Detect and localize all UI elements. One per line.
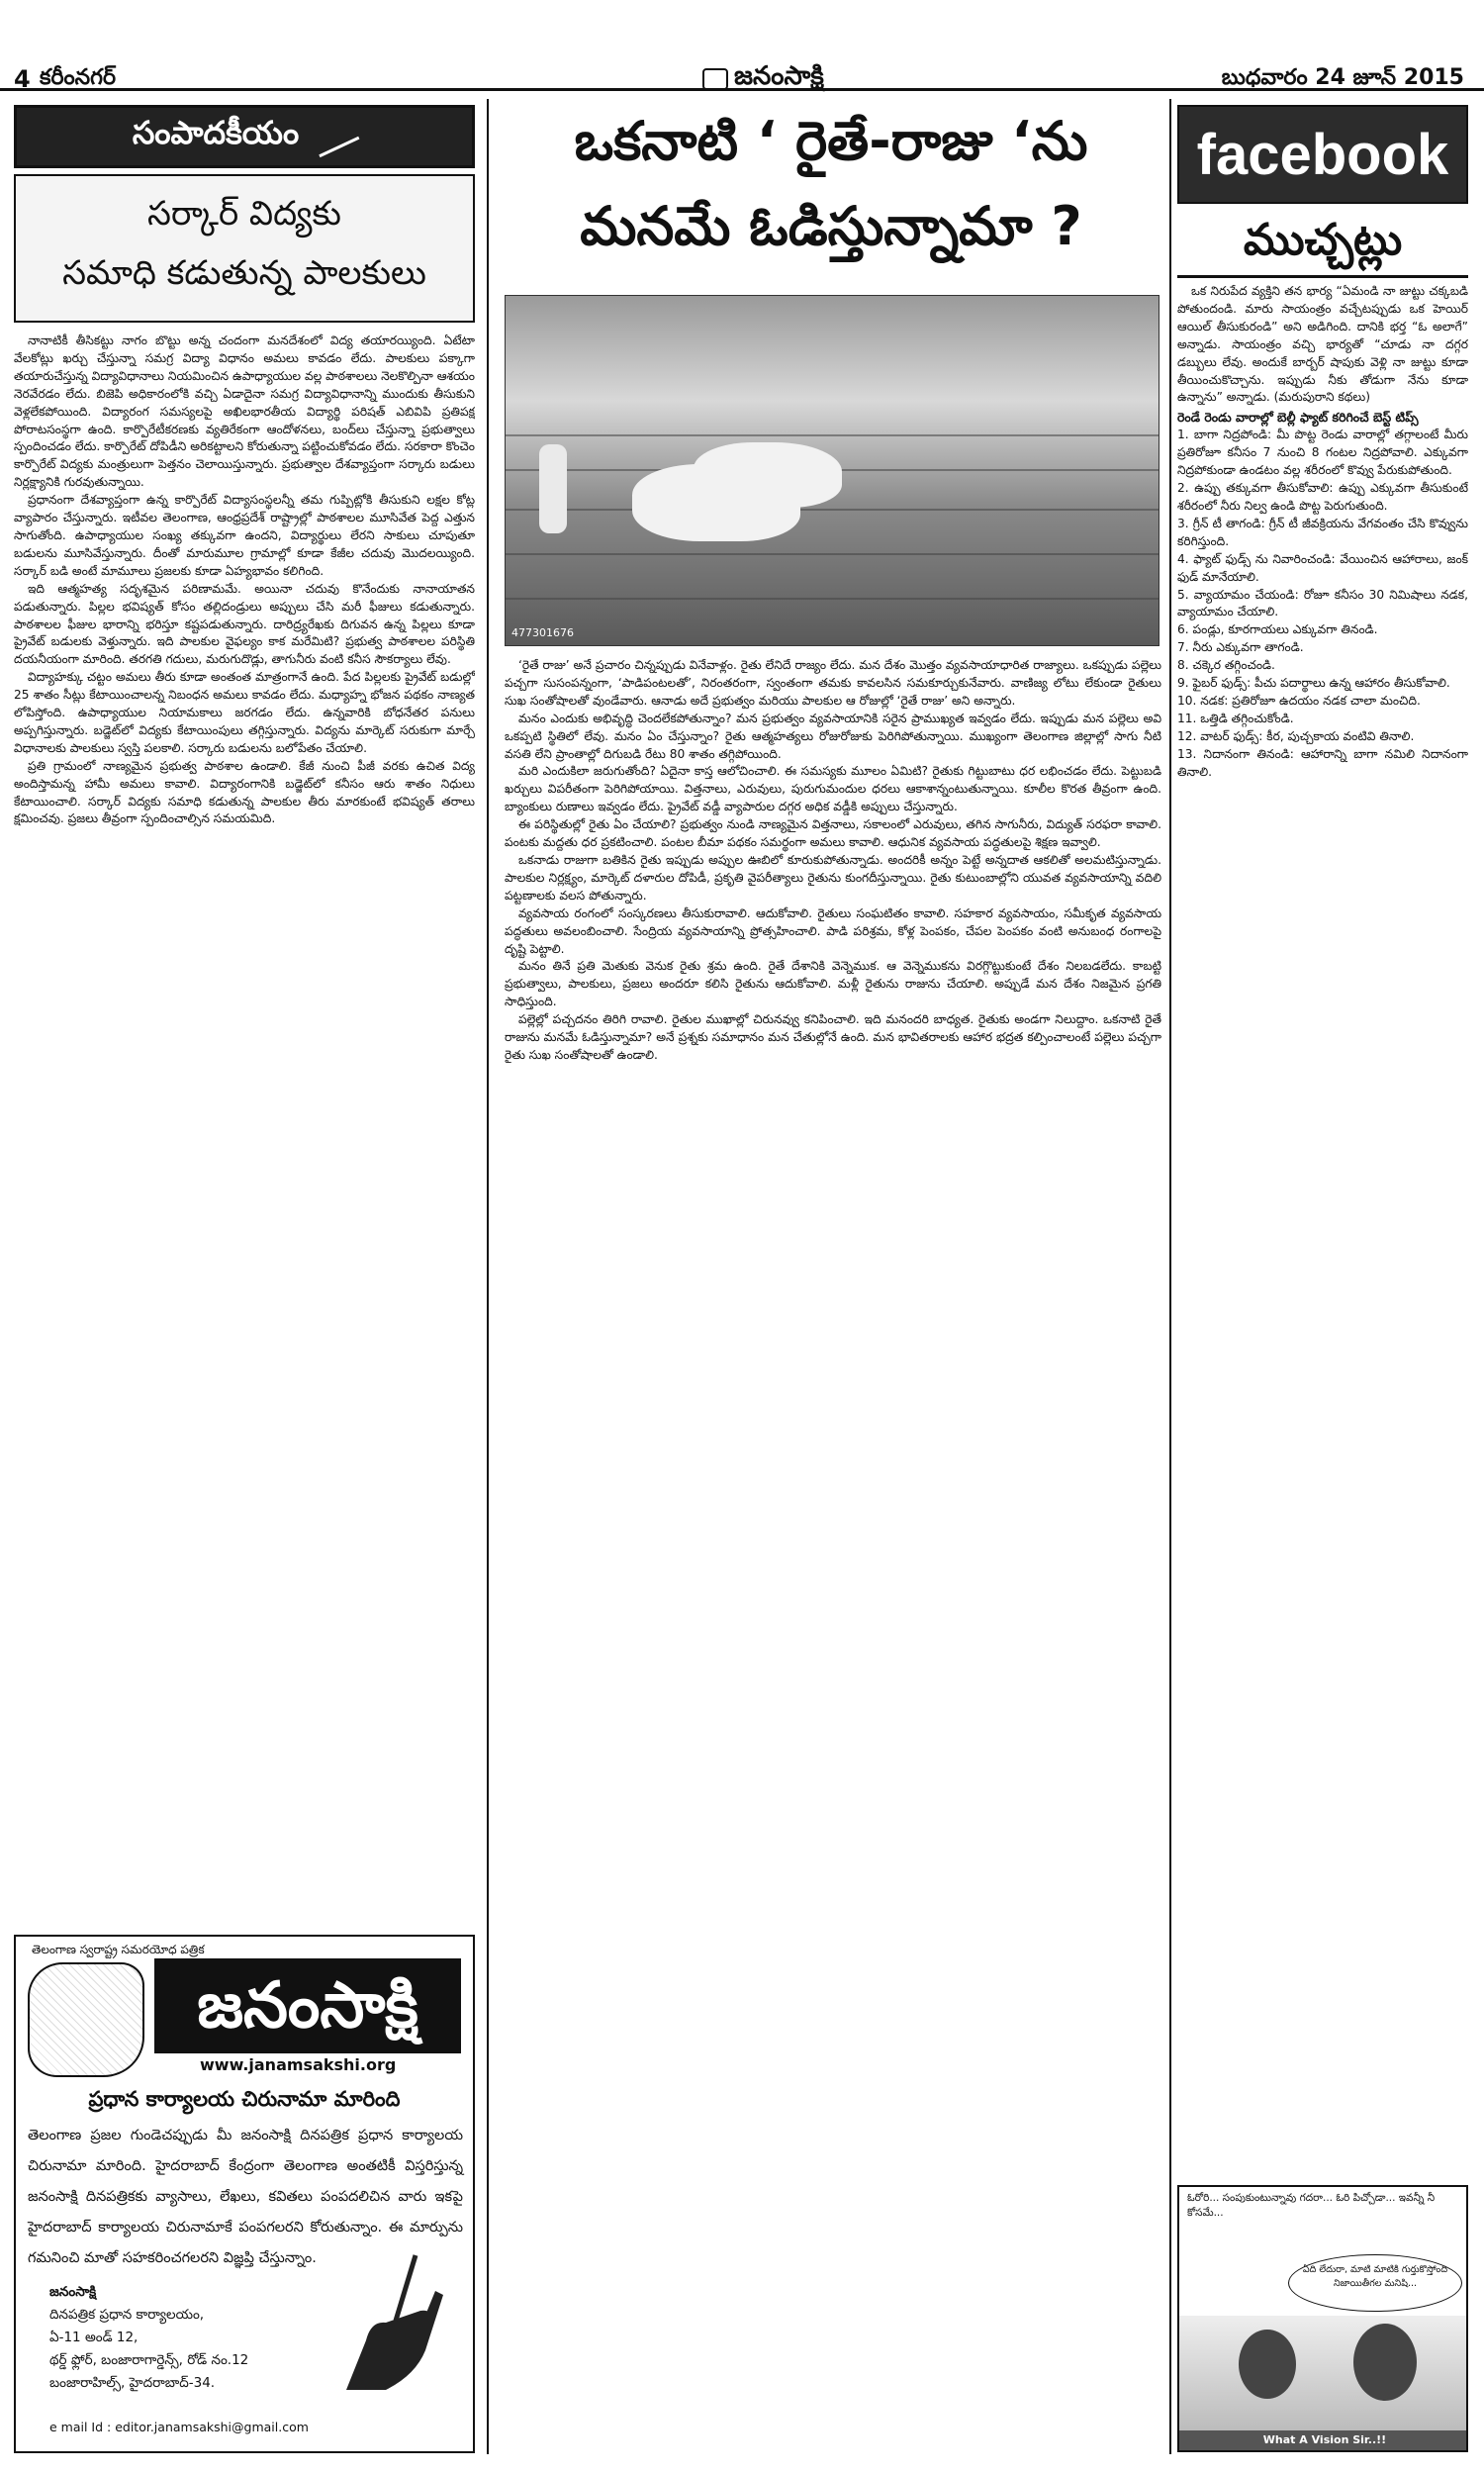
ad-tagline: తెలంగాణ స్వరాష్ట్ర సమరయోధ పత్రిక xyxy=(32,1943,205,1956)
issue-date: బుధవారం 24 జూన్ 2015 xyxy=(1221,65,1464,90)
editorial-paragraph: నానాటికీ తీసికట్టు నాగం బొట్టు అన్న చందంగా మనదేశంలో విద్య తయారయ్యింది. ఏటేటా వేలకోట్లు ఖర్చు చేస్తున్నా సమగ్ర విద్యా విధానం అమలు కావడం లేదు. పాలకులు పక్కాగా తయారుచేస్తున్న విద్యావిధానాలు నియమించిన ఉపాధ్యాయుల వల్ల పాఠశాలలు నెలకొల్పినా ఆశయం నెరవేరడం లేదు. బిజెపి అధికారంలోకి వచ్చి ఏడాదైనా సమగ్ర విద్యావిధానాన్ని ముందుకు తీసుకుని వెళ్లలేకపోయింది. విద్యారంగ సమస్యలపై అఖిలభారతీయ విద్యార్థి పరిషత్ ఎబివిపి ప్రతిపక్ష పోరాటసంస్థగా ఉంది. కార్పొరేటీకరణకు వ్యతిరేకంగా ఆందోళనలు, బంద్‌లు చేస్తున్నా ప్రభుత్వాలు స్పందించడం లేదు. కార్పొరేట్ దోపిడీని అరికట్టాలని కోరుతున్నా పట్టించుకోవడం లేదు. సరకారా కొంచెం కార్పొరేట్ విద్యకు మంత్రులుగా పెత్తనం చెలాయిస్తున్నారు. ప్రభుత్వాల దేశవ్యాప్తంగా సర్కారు బడులు నిర్లక్ష్యానికి గురవుతున్నాయి. xyxy=(14,333,475,490)
article-headline-line2: మనమే ఓడిస్తున్నామా ? xyxy=(580,195,1082,257)
facebook-joke: ఒక నిరుపేద వ్యక్తిని తన భార్య “ఏమండి నా జుట్టు చక్కబడి పోతుందండి. మారు సాయంత్రం వచ్చేటప్పుడు ఒక హెయిర్ ఆయిల్ తీసుకురండి” అని అడిగింది. దానికి భర్త “ఓ అలాగే” అన్నాడు. సాయంత్రం వచ్చి భార్యతో “చూడు నా దగ్గర డబ్బులు లేవు. అందుకే బార్బర్ షాపుకు వెళ్లి నా జుట్టు కూడా తీయించుకొచ్చాను. ఇప్పుడు నీకు తోడుగా నేను కూడా ఉన్నాను” అన్నాడు. (మరుపురాని కథలు) xyxy=(1177,284,1468,405)
ad-email[interactable]: e mail Id : editor.janamsakshi@gmail.com xyxy=(49,2420,309,2434)
page-header xyxy=(0,0,1484,91)
article-body xyxy=(505,657,1161,2456)
tip-item: 3. గ్రీన్ టీ తాగండి: గ్రీన్ టీ జీవక్రియను వేగవంతం చేసి కొవ్వును కరిగిస్తుంది. xyxy=(1177,516,1468,548)
farmer-ploughing-photo xyxy=(505,295,1159,646)
article-paragraph: వ్యవసాయ రంగంలో సంస్కరణలు తీసుకురావాలి. ఆదుకోవాలి. రైతులు సంఘటితం కావాలి. సహకార వ్యవసాయం, సమీకృత వ్యవసాయ పద్ధతులు అవలంబించాలి. సేంద్రియ వ్యవసాయాన్ని ప్రోత్సహించాలి. పాడి పరిశ్రమ, కోళ్ల పెంపకం, చేపల పెంపకం వంటి అనుబంధ రంగాలపై దృష్టి పెట్టాలి. xyxy=(505,905,1161,956)
tip-item: 6. పండ్లు, కూరగాయలు ఎక్కువగా తినండి. xyxy=(1177,622,1378,637)
cartoon-top-text: ఓరోరి... సంపుకుంటున్నావు గదరా... ఓరి పిచ్చోడా... ఇవన్నీ నీ కోసమే... xyxy=(1187,2192,1436,2219)
ad-website-link[interactable]: www.janamsakshi.org xyxy=(200,2055,397,2074)
address-line: బంజారాహిల్స్, హైదరాబాద్-34. xyxy=(49,2375,216,2391)
article-headline xyxy=(485,99,1177,269)
cartoon-face-left xyxy=(1239,2330,1296,2399)
cartoon-speech-bubble: ఏది లేదురా, మాటి మాటికి గుర్తుకొస్తోంది నిజాయితీగల మనిషి... xyxy=(1288,2254,1462,2312)
editorial-body xyxy=(14,333,475,1921)
janamsakshi-address-notice xyxy=(14,1935,475,2453)
tip-item: 8. చక్కెర తగ్గించండి. xyxy=(1177,658,1275,673)
tip-item: 7. నీరు ఎక్కువగా తాగండి. xyxy=(1177,640,1304,655)
ad-headline: ప్రధాన కార్యాలయ చిరునామా మారింది xyxy=(88,2087,401,2111)
editorial-paragraph: ఇది ఆత్మహత్య సదృశమైన పరిణామమే. అయినా చదువు కొనేందుకు నానాయాతన పడుతున్నారు. పిల్లల భవిష్యత్ కోసం తల్లిదండ్రులు అప్పులు చేసి మరీ ఫీజులు కడుతున్నారు. పాఠశాలల ఫీజుల భారాన్ని భరిస్తూ కష్టపడుతున్నారు. దారిద్ర్యరేఖకు దిగువన ఉన్న పిల్లలు కూడా ప్రైవేట్ బడులకు వెళ్తున్నారు. ఇది పాలకుల వైఫల్యం కాక మరేమిటి? ప్రభుత్వ పాఠశాలల పరిస్థితి దయనీయంగా మారింది. తరగతి గదులు, మరుగుదొడ్లు, తాగునీరు వంటి కనీస సౌకర్యాలు లేవు. xyxy=(14,581,475,667)
hand-writing-icon xyxy=(326,2251,445,2400)
tip-item: 11. ఒత్తిడి తగ్గించుకోండి. xyxy=(1177,711,1294,725)
article-paragraph: మనం తినే ప్రతి మెతుకు వెనుక రైతు శ్రమ ఉంది. రైతే దేశానికి వెన్నెముక. ఆ వెన్నెముకను విరగ్గొట్టుకుంటే దేశం నిలబడలేదు. కాబట్టి ప్రభుత్వాలు, పాలకులు, ప్రజలు అందరూ కలిసి రైతును ఆదుకోవాలి. మళ్లీ రైతును రాజును చేయాలి. అప్పుడే మన దేశం నిజమైన ప్రగతి సాధిస్తుంది. xyxy=(505,959,1161,1009)
facebook-section-title: ముచ్చట్లు xyxy=(1243,215,1403,265)
masthead xyxy=(702,61,824,97)
article-headline-line1: ఒకనాటి ‘ రైతే-రాజు ‘ను xyxy=(574,110,1088,172)
address-line: ఏ-11 అండ్ 12, xyxy=(49,2330,139,2345)
address-line: దినపత్రిక ప్రధాన కార్యాలయం, xyxy=(49,2307,205,2323)
tip-item: 13. నిదానంగా తినండి: ఆహారాన్ని బాగా నమిలి నిదానంగా తినాలి. xyxy=(1177,746,1468,779)
editorial-title xyxy=(14,174,475,323)
cartoon-scene xyxy=(1179,2316,1468,2432)
ox-figure xyxy=(632,464,800,541)
editorial-paragraph: ప్రతి గ్రామంలో నాణ్యమైన ప్రభుత్వ పాఠశాల ఉండాలి. కేజీ నుంచి పీజీ వరకు ఉచిత విద్య అందిస్తామన్న హామీ అమలు కావాలి. విద్యారంగానికి బడ్జెట్‌లో కనీసం ఆరు శాతం నిధులు కేటాయించాలి. సర్కార్ విద్యకు సమాధి కడుతున్న పాలకుల తీరు మారకుంటే భవిష్యత్ తరాలు క్షమించవు. ప్రజలు తీవ్రంగా స్పందించాల్సిన సమయమిది. xyxy=(14,758,475,826)
section-rule xyxy=(1177,275,1468,278)
editorial-title-line1: సర్కార్ విద్యకు xyxy=(147,194,341,234)
article-paragraph: మనం ఎందుకు అభివృద్ధి చెందలేకపోతున్నాం? మన ప్రభుత్వం వ్యవసాయానికి సరైన ప్రాముఖ్యత ఇవ్వడం లేదు. ఇప్పుడు మన పల్లెలు అవి ఒకప్పటి స్థితిలో లేవు. మనం ఏం చేస్తున్నాం? రైతు ఆత్మహత్యలు రోజురోజుకు పెరిగిపోతున్నాయి. ముఖ్యంగా తెలంగాణ జిల్లాల్లో సాగు నీటి వసతి లేని ప్రాంతాల్లో దిగుబడి రేటు 80 శాతం తగ్గిపోయింది. xyxy=(505,711,1161,761)
telangana-map-icon xyxy=(28,1962,144,2077)
editorial-title-line2: సమాధి కడుతున్న పాలకులు xyxy=(62,253,426,293)
editorial-label-text: సంపాదకీయం xyxy=(132,114,300,151)
editorial-paragraph: విద్యాహక్కు చట్టం అమలు తీరు కూడా అంతంత మాత్రంగానే ఉంది. పేద పిల్లలకు ప్రైవేట్ బడుల్లో 25 శాతం సీట్లు కేటాయించాలన్న నిబంధన అమలు కావడం లేదు. మధ్యాహ్న భోజన పథకం నాణ్యత లోపిస్తోంది. ఉపాధ్యాయుల నియామకాలు జరగడం లేదు. ఉన్నవారికి బోధనేతర పనులు అప్పగిస్తున్నారు. బడ్జెట్‌లో విద్యకు కేటాయింపులు తగ్గిస్తున్నారు. విద్యను మార్కెట్ సరుకుగా మార్చే విధానాలకు పాలకులు స్వస్తి పలకాలి. సర్కారు బడులను బలోపేతం చేయాలి. xyxy=(14,670,475,755)
facebook-column-body xyxy=(1177,283,1468,2175)
editorial-section-label xyxy=(14,105,475,168)
column-divider xyxy=(1169,99,1171,2454)
tip-item: 5. వ్యాయామం చేయండి: రోజూ కనీసం 30 నిమిషాలు నడక, వ్యాయామం చేయాలి. xyxy=(1177,587,1468,619)
facebook-logo: facebook xyxy=(1177,105,1468,204)
masthead-title: జనంసాక్షి xyxy=(734,61,824,91)
cartoon-caption: What A Vision Sir..!! xyxy=(1179,2430,1468,2450)
article-paragraph: పల్లెల్లో పచ్చదనం తిరిగి రావాలి. రైతుల ముఖాల్లో చిరునవ్వు కనిపించాలి. ఇది మనందరి బాధ్యత. రైతుకు అండగా నిలుద్దాం. ఒకనాటి రైతే రాజును మనమే ఓడిస్తున్నామా? అనే ప్రశ్నకు సమాధానం మన చేతుల్లోనే ఉంది. మన భావితరాలకు ఆహార భద్రత కల్పించాలంటే పల్లెలు పచ్చగా రైతు సుఖ సంతోషాలతో ఉండాలి. xyxy=(505,1012,1161,1062)
tip-item: 2. ఉప్పు తక్కువగా తీసుకోవాలి: ఉప్పు ఎక్కువగా తీసుకుంటే శరీరంలో నీరు నిల్వ ఉండి పొట్ట పెరుగుతుంది. xyxy=(1177,481,1468,513)
editorial-paragraph: ప్రధానంగా దేశవ్యాప్తంగా ఉన్న కార్పొరేట్ విద్యాసంస్థలన్నీ తమ గుప్పిట్లోకి తీసుకుని లక్షల కోట్ల వ్యాపారం చేస్తున్నారు. ఇటీవల తెలంగాణ, ఆంధ్రప్రదేశ్ రాష్ట్రాల్లో పాఠశాలల మూసివేత పెద్ద ఎత్తున సాగుతోంది. ఉపాధ్యాయుల సంఖ్య తక్కువగా ఉందని, విద్యార్థులు లేరని సాకులు చూపుతూ బడులను మూసివేస్తున్నారు. దీంతో మారుమూల గ్రామాల్లో కూడా కేజీల చదువు మొదలయ్యింది. సర్కార్ బడి అంటే మామూలు ప్రజలకు కూడా ఏహ్యభావం కలిగింది. xyxy=(14,493,475,578)
cartoon-face-right xyxy=(1353,2324,1417,2401)
ad-message: తెలంగాణ ప్రజల గుండెచప్పుడు మీ జనంసాక్షి దినపత్రిక ప్రధాన కార్యాలయ చిరునామా మారింది. హైదరాబాద్ కేంద్రంగా తెలంగాణ అంతటికీ విస్తరిస్తున్న జనంసాక్షి దినపత్రికకు వ్యాసాలు, లేఖలు, కవితలు పంపదలిచిన వారు ఇకపై హైదరాబాద్ కార్యాలయ చిరునామాకే పంపగలరని కోరుతున్నాం. ఈ మార్పును గమనించి మాతో సహకరించగలరని విజ్ఞప్తి చేస్తున్నాం. xyxy=(28,2128,463,2266)
tip-item: 4. ఫ్యాట్ ఫుడ్స్ ను నివారించండి: వేయించిన ఆహారాలు, జంక్ ఫుడ్ మానేయాలి. xyxy=(1177,551,1468,584)
address-line: జనంసాక్షి xyxy=(49,2284,97,2300)
tip-item: 10. నడక: ప్రతిరోజూ ఉదయం నడక చాలా మంచిది. xyxy=(1177,693,1421,708)
article-paragraph: ‘రైతే రాజు’ అనే ప్రచారం చిన్నప్పుడు వినేవాళ్లం. రైతు లేనిదే రాజ్యం లేదు. మన దేశం మొత్తం వ్యవసాయాధారిత రాజ్యాలు. ఒకప్పుడు పల్లెలు పచ్చగా సుసంపన్నంగా, ‘పాడిపంటలతో’, నిరంతరంగా, స్వంతంగా తమకు కావలసిన సమకూర్చుకునేవారు. వాణిజ్య లోటు లేకుండా రైతులు సుఖ సంతోషాలతో వుండేవారు. ఆనాడు అదే ప్రభుత్వం మరియు పాలకుల ఆ రోజుల్లో ‘రైతే రాజు’ అని అన్నారు. xyxy=(505,658,1161,708)
newspaper-logo-icon xyxy=(702,68,728,90)
article-paragraph: ఒకనాడు రాజుగా బతికిన రైతు ఇప్పుడు అప్పుల ఊబిలో కూరుకుపోతున్నాడు. అందరికీ అన్నం పెట్టే అన్నదాత ఆకలితో అలమటిస్తున్నాడు. పాలకుల నిర్లక్ష్యం, మార్కెట్ దళారుల దోపిడీ, ప్రకృతి వైపరీత్యాలు రైతును కుంగదీస్తున్నాయి. రైతు కుటుంబాల్లోని యువత వ్యవసాయాన్ని వదిలి పట్టణాలకు వలస పోతున్నారు. xyxy=(505,852,1161,903)
ad-address xyxy=(49,2281,307,2395)
pen-icon xyxy=(310,116,360,157)
photo-caption: 477301676 xyxy=(511,626,574,639)
article-paragraph: మరి ఎందుకిలా జరుగుతోంది? ఏదైనా కాస్త ఆలోచించాలి. ఈ సమస్యకు మూలం ఏమిటి? రైతుకు గిట్టుబాటు ధర లభించడం లేదు. పెట్టుబడి ఖర్చులు విపరీతంగా పెరిగిపోయాయి. విత్తనాలు, ఎరువులు, పురుగుమందుల ధరలు ఆకాశాన్నంటుతున్నాయి. కూలీల కొరత తీవ్రంగా ఉంది. బ్యాంకులు రుణాలు ఇవ్వడం లేదు. ప్రైవేట్ వడ్డీ వ్యాపారుల దగ్గర అధిక వడ్డీకి అప్పులు చేస్తున్నారు. xyxy=(505,764,1161,814)
tip-item: 12. వాటర్ ఫుడ్స్: కీర, పుచ్చకాయ వంటివి తినాలి. xyxy=(1177,728,1415,743)
tip-item: 1. బాగా నిద్రపోండి: మీ పొట్ట రెండు వారాల్లో తగ్గాలంటే మీరు ప్రతిరోజూ కనీసం 7 నుంచి 8 గంటల నిద్రపోవాలి. ఎక్కువగా నిద్రపోకుండా ఉండటం వల్ల శరీరంలో కొవ్వు పేరుకుపోతుంది. xyxy=(1177,428,1468,478)
political-cartoon xyxy=(1177,2185,1468,2452)
column-divider xyxy=(487,99,489,2454)
tip-item: 9. ఫైబర్ ఫుడ్స్: పీచు పదార్థాలు ఉన్న ఆహారం తీసుకోవాలి. xyxy=(1177,676,1450,691)
farmer-figure xyxy=(539,444,567,533)
page-number: 4 xyxy=(14,65,31,93)
address-line: థర్డ్ ఫ్లోర్, బంజారాగార్డెన్స్, రోడ్ నం.12 xyxy=(49,2352,249,2368)
ad-brand-logo: జనంసాక్షి xyxy=(154,1958,461,2053)
tips-heading: రెండే రెండు వారాల్లో బెల్లీ ఫ్యాట్ కరిగించే బెస్ట్ టిప్స్ xyxy=(1177,410,1419,426)
edition-city: కరీంనగర్ xyxy=(40,65,117,90)
article-paragraph: ఈ పరిస్థితుల్లో రైతు ఏం చేయాలి? ప్రభుత్వం నుండి నాణ్యమైన విత్తనాలు, సకాలంలో ఎరువులు, తగిన సాగునీరు, విద్యుత్ సరఫరా కావాలి. పంటకు మద్దతు ధర ప్రకటించాలి. పంటల బీమా పథకం సమర్థంగా అమలు కావాలి. ఆధునిక వ్యవసాయ పద్ధతులపై శిక్షణ ఇవ్వాలి. xyxy=(505,817,1161,850)
